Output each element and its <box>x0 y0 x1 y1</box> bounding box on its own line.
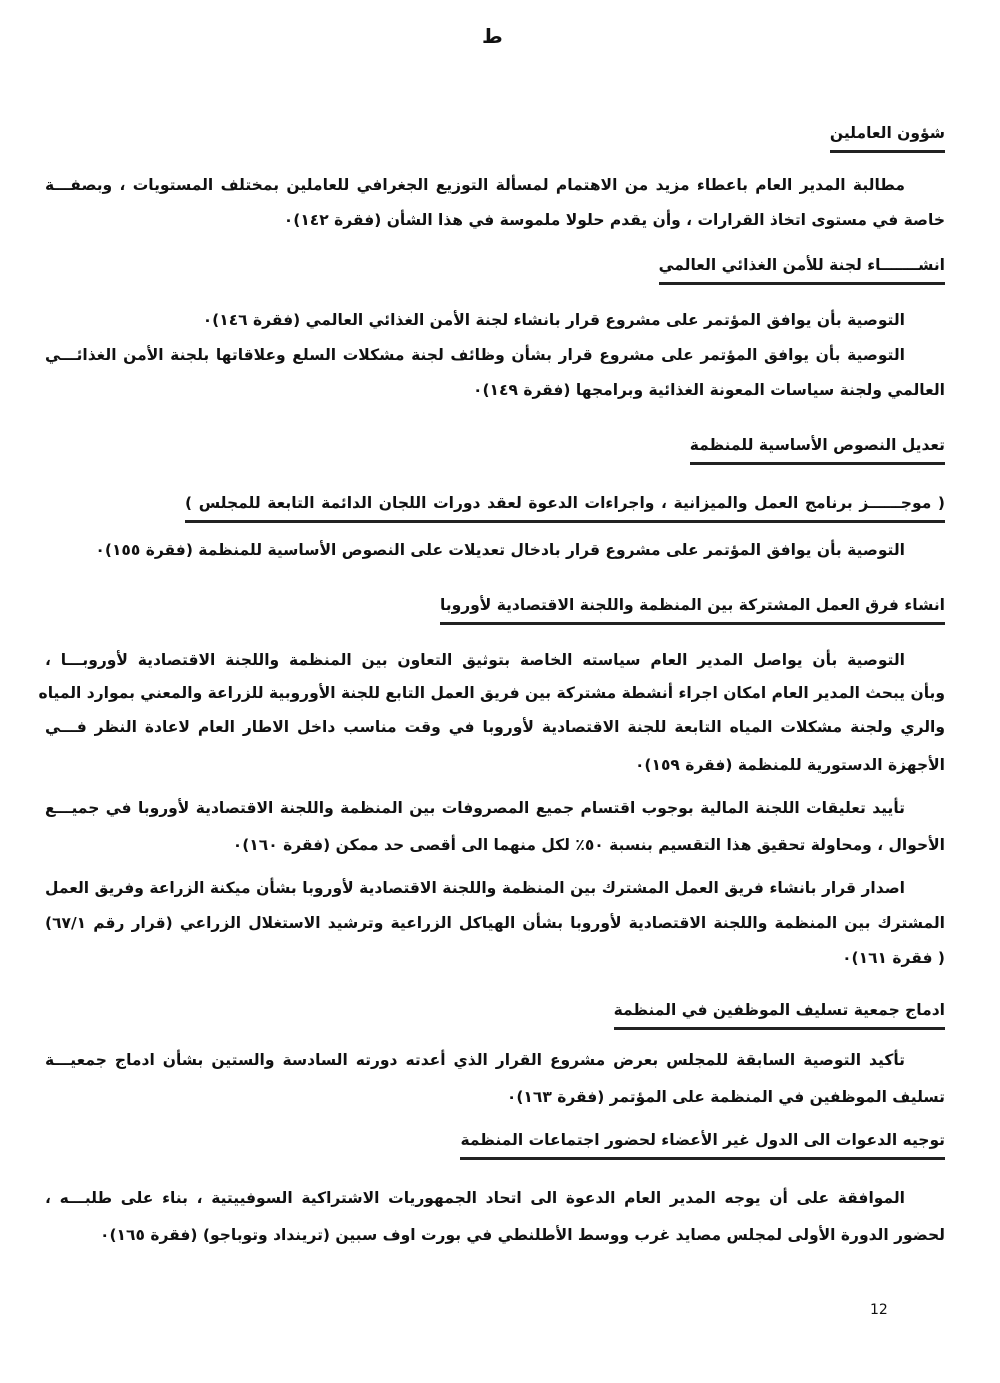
section-heading-food-security-committee: انشـــــــاء لجنة للأمن الغذائي العالمي <box>659 252 945 285</box>
text-line: مطالبة المدير العام باعطاء مزيد من الاهتمام لمسألة التوزيع الجغرافي للعاملين بمختلف المستويات ، وبصفـــة <box>45 176 905 194</box>
text-line: التوصية بأن يواصل المدير العام سياسته الخاصة بتوثيق التعاون بين المنظمة واللجنة الاقتصادية لأوروبـــا ، <box>45 651 905 669</box>
text-line: التوصية بأن يوافق المؤتمر على مشروع قرار بادخال تعديلات على النصوص الأساسية للمنظمة (فقرة ١٥٥)٠ <box>95 541 905 559</box>
section-subheading: ( موجــــــز برنامج العمل والميزانية ، واجراءات الدعوة لعقد دورات اللجان الدائمة التابعة للمجلس ) <box>185 490 945 523</box>
section-heading-staff-credit-union: ادماج جمعية تسليف الموظفين في المنظمة <box>614 997 945 1030</box>
section-heading-staff-affairs: شؤون العاملين <box>830 120 945 153</box>
text-line: تأكيد التوصية السابقة للمجلس بعرض مشروع القرار الذي أعدته دورته السادسة والستين بشأن ادماج جمعيـــة <box>45 1051 905 1069</box>
text-line: تأييد تعليقات اللجنة المالية بوجوب اقتسام جميع المصروفات بين المنظمة واللجنة الاقتصادية لأوروبا في جميـــع <box>45 799 905 817</box>
page-number: 12 <box>870 1302 888 1318</box>
text-line: الموافقة على أن يوجه المدير العام الدعوة الى اتحاد الجمهوريات الاشتراكية السوفييتية ، بناء على طلبـــه ، <box>45 1189 905 1207</box>
text-line: اصدار قرار بانشاء فريق العمل المشترك بين المنظمة واللجنة الاقتصادية لأوروبا بشأن ميكنة الزراعة وفريق العمل <box>45 879 905 897</box>
section-heading-non-member-invitations: توجيه الدعوات الى الدول غير الأعضاء لحضور اجتماعات المنظمة <box>460 1127 945 1160</box>
text-line: والري ولجنة مشكلات المياه التابعة للجنة الاقتصادية لأوروبا في وقت مناسب داخل الاطار العام لاعادة النظر فـــي <box>45 718 945 736</box>
text-line: الأجهزة الدستورية للمنظمة (فقرة ١٥٩)٠ <box>634 756 945 774</box>
text-line: المشترك بين المنظمة واللجنة الاقتصادية لأوروبا بشأن الهياكل الزراعية وترشيد الاستغلال الزراعي (قرار رقم ٦٧/١) <box>45 914 945 932</box>
text-line: خاصة في مستوى اتخاذ القرارات ، وأن يقدم حلولا ملموسة في هذا الشأن (فقرة ١٤٢)٠ <box>283 211 945 229</box>
page-mark: ط <box>482 24 503 48</box>
section-heading-basic-texts-amendment: تعديل النصوص الأساسية للمنظمة <box>690 432 945 465</box>
text-line: تسليف الموظفين في المنظمة على المؤتمر (فقرة ١٦٣)٠ <box>506 1088 945 1106</box>
text-line: ( فقرة ١٦١)٠ <box>842 949 945 967</box>
section-heading-joint-working-parties: انشاء فرق العمل المشتركة بين المنظمة واللجنة الاقتصادية لأوروبا <box>440 592 945 625</box>
text-line: التوصية بأن يوافق المؤتمر على مشروع قرار بشأن وظائف لجنة مشكلات السلع وعلاقاتها بلجنة الأمن الغذائـــي <box>45 346 905 364</box>
text-line: العالمي ولجنة سياسات المعونة الغذائية وبرامجها (فقرة ١٤٩)٠ <box>472 381 945 399</box>
text-line: لحضور الدورة الأولى لمجلس مصايد غرب ووسط الأطلنطي في بورت اوف سبين (ترينداد وتوباجو) (فقرة ١٦٥)٠ <box>99 1226 945 1244</box>
text-line: وبأن يبحث المدير العام امكان اجراء أنشطة مشتركة بين فريق العمل التابع للجنة الأوروبية للزراعة والمعني بموارد المياه <box>38 684 945 702</box>
text-line: الأحوال ، ومحاولة تحقيق هذا التقسيم بنسبة ٥٠٪ لكل منهما الى أقصى حد ممكن (فقرة ١٦٠)٠ <box>232 836 945 854</box>
text-line: التوصية بأن يوافق المؤتمر على مشروع قرار بانشاء لجنة الأمن الغذائي العالمي (فقرة ١٤٦)٠ <box>202 311 905 329</box>
